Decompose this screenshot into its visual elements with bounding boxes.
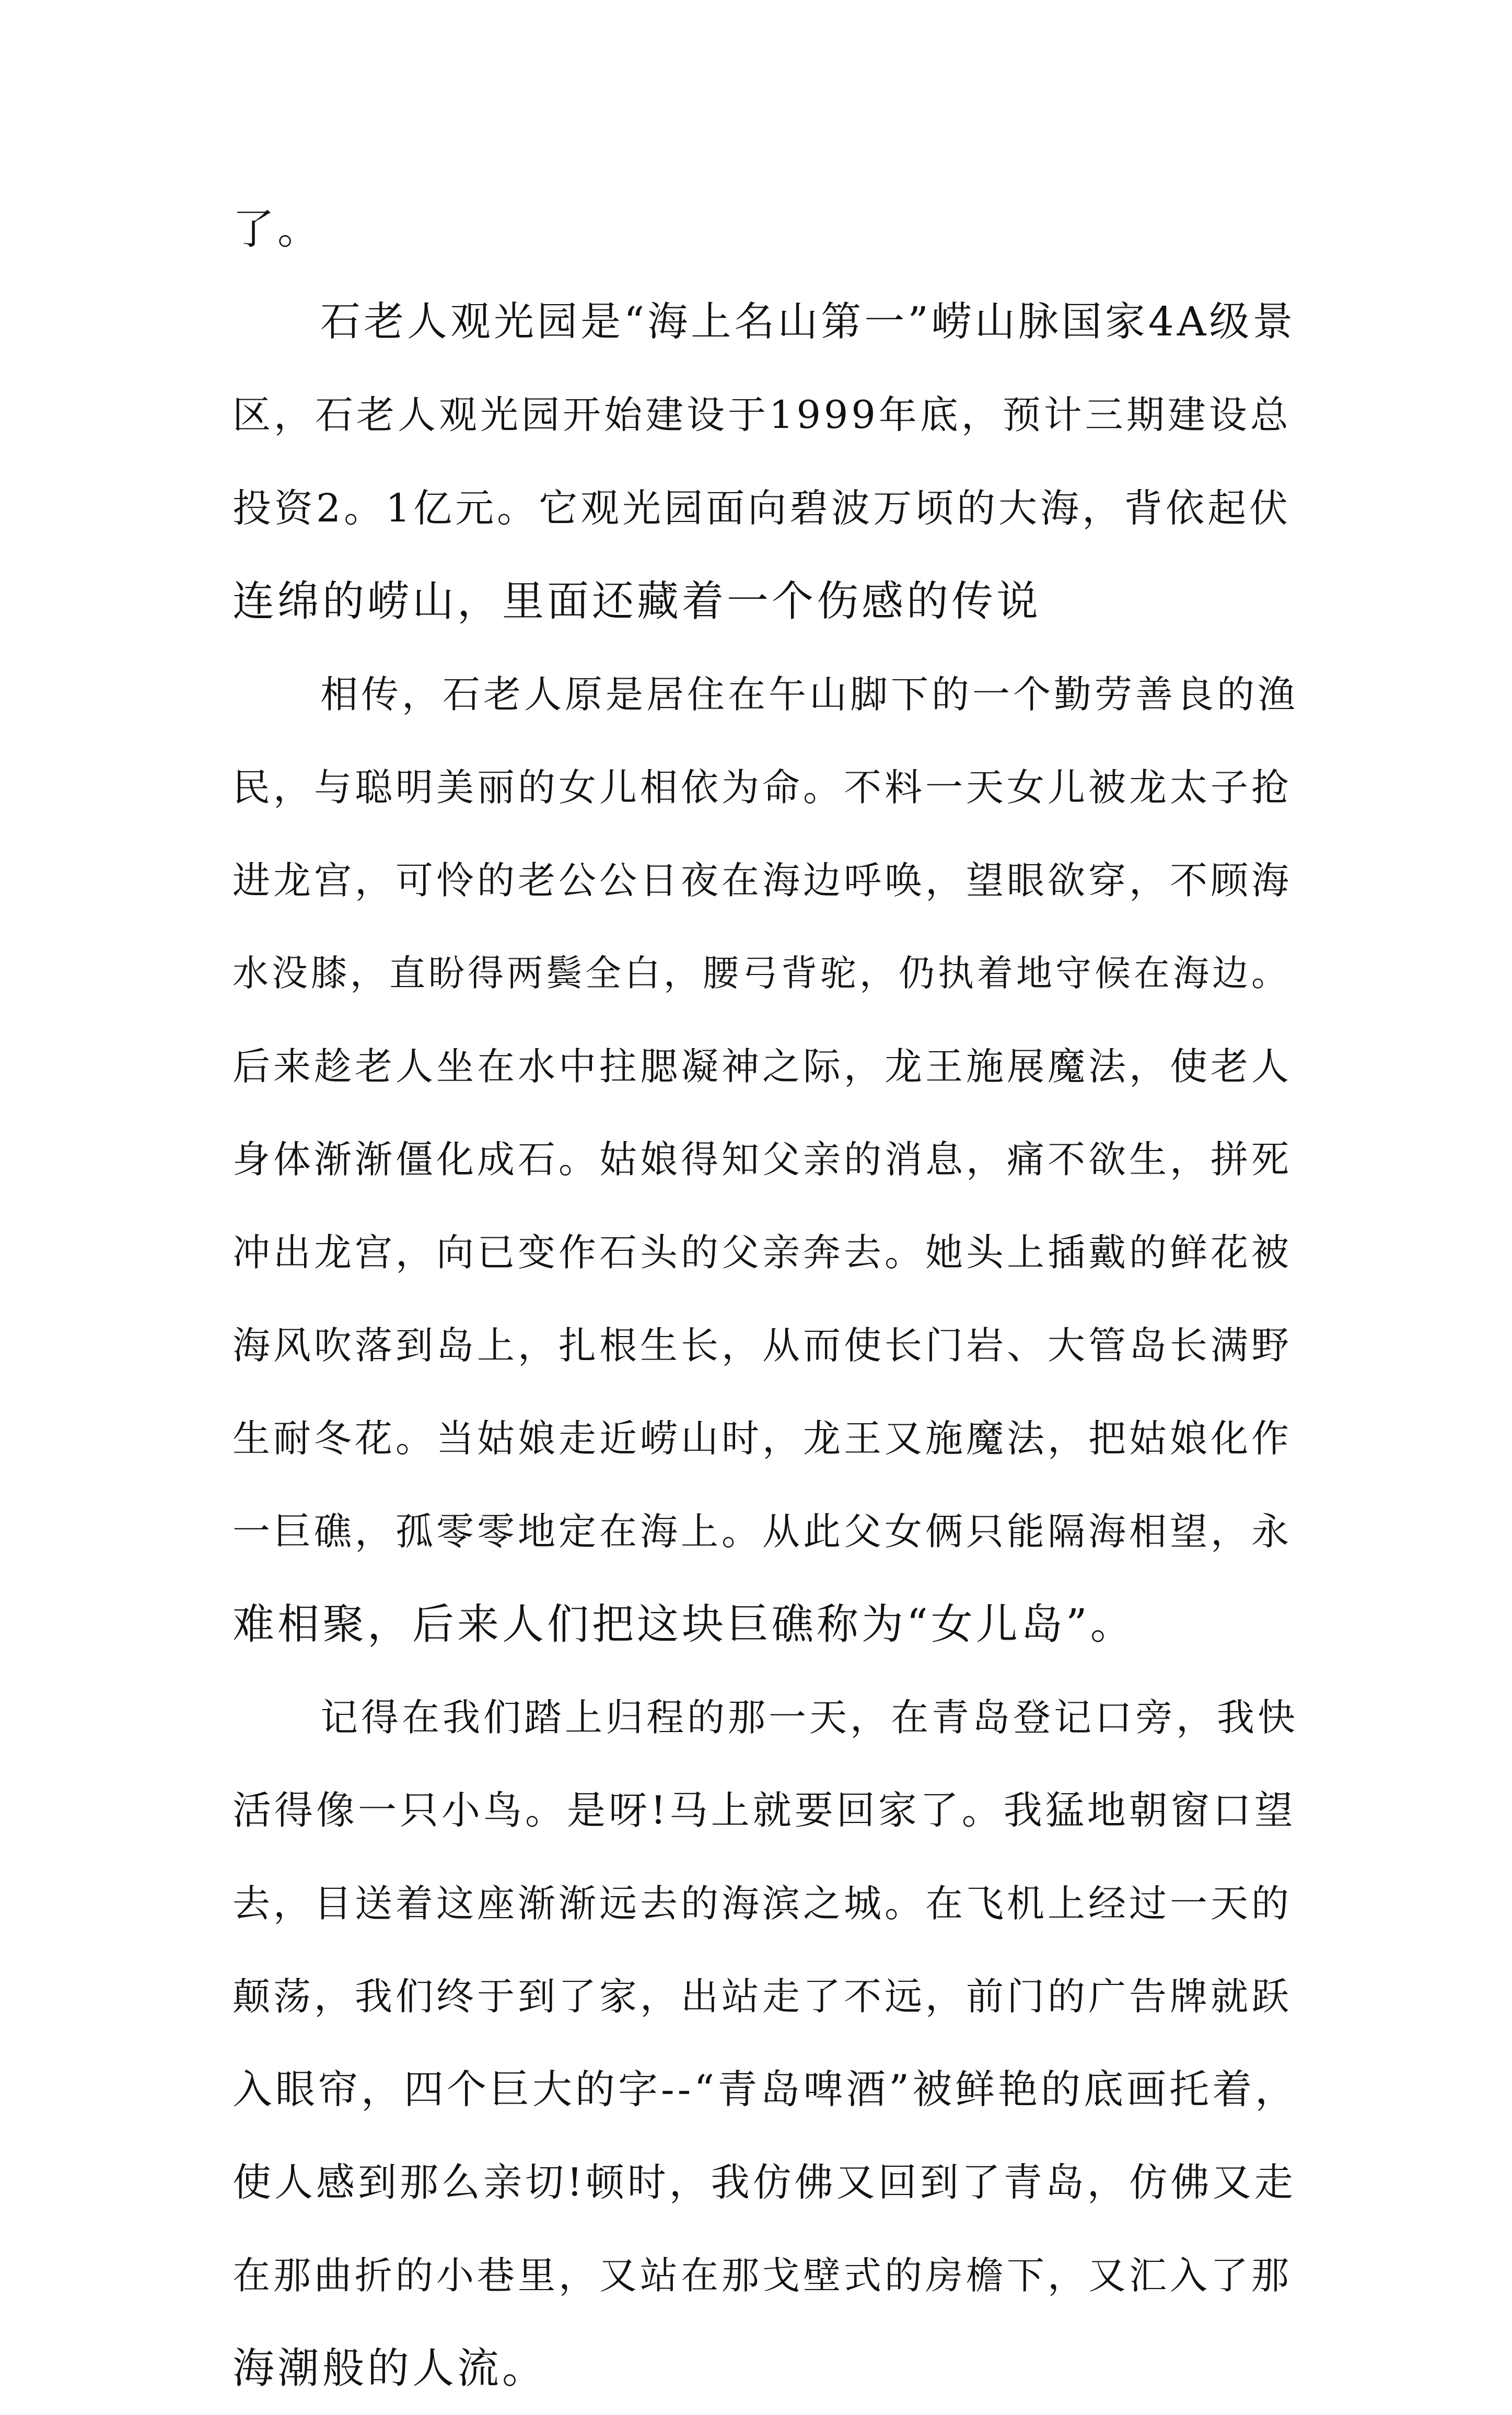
text-line: 了。 [232,205,322,253]
text-line: 连绵的崂山，里面还藏着一个伤感的传说 [232,577,1041,625]
text-line: 一巨礁，孤零零地定在海上。从此父女俩只能隔海相望，永 [232,1510,1293,1553]
text-line: 活得像一只小鸟。是呀!马上就要回家了。我猛地朝窗口望 [232,1788,1296,1833]
text-line: 进龙宫，可怜的老公公日夜在海边呼唤，望眼欲穿，不顾海 [232,858,1293,902]
text-line: 后来趁老人坐在水中拄腮凝神之际，龙王施展魔法，使老人 [232,1044,1293,1088]
text-line: 海风吹落到岛上，扎根生长，从而使长门岩、大管岛长满野 [232,1323,1293,1367]
text-line: 相传，石老人原是居住在午山脚下的一个勤劳善良的渔 [320,672,1299,716]
text-line: 民，与聪明美丽的女儿相依为命。不料一天女儿被龙太子抢 [232,765,1293,809]
text-line: 生耐冬花。当姑娘走近崂山时，龙王又施魔法，把姑娘化作 [232,1417,1293,1460]
text-line: 身体渐渐僵化成石。姑娘得知父亲的消息，痛不欲生，拼死 [232,1137,1293,1181]
text-line: 冲出龙宫，向已变作石头的父亲奔去。她头上插戴的鲜花被 [232,1230,1293,1274]
text-line: 难相聚，后来人们把这块巨礁称为“女儿岛”。 [232,1600,1135,1648]
document-body [232,183,1304,2415]
text-line: 使人感到那么亲切!顿时，我仿佛又回到了青岛，仿佛又走 [232,2160,1296,2205]
text-line: 海潮般的人流。 [232,2344,547,2393]
text-line: 颠荡，我们终于到了家，出站走了不远，前门的广告牌就跃 [232,1975,1293,2018]
text-line: 入眼帘，四个巨大的字--“青岛啤酒”被鲜艳的底画托着， [232,2066,1298,2112]
text-line: 记得在我们踏上归程的那一天，在青岛登记口旁，我快 [320,1696,1299,1739]
text-line: 水没膝，直盼得两鬓全白，腰弓背驼，仍执着地守候在海边。 [232,953,1290,994]
text-line: 去，目送着这座渐渐远去的海滨之城。在飞机上经过一天的 [232,1882,1293,1925]
text-line: 石老人观光园是“海上名山第一”崂山脉国家4A级景 [320,299,1296,345]
text-line: 区，石老人观光园开始建设于1999年底，预计三期建设总 [232,393,1292,437]
text-line: 投资2。1亿元。它观光园面向碧波万顷的大海，背依起伏 [232,486,1292,531]
text-line: 在那曲折的小巷里，又站在那戈壁式的房檐下，又汇入了那 [232,2254,1293,2297]
